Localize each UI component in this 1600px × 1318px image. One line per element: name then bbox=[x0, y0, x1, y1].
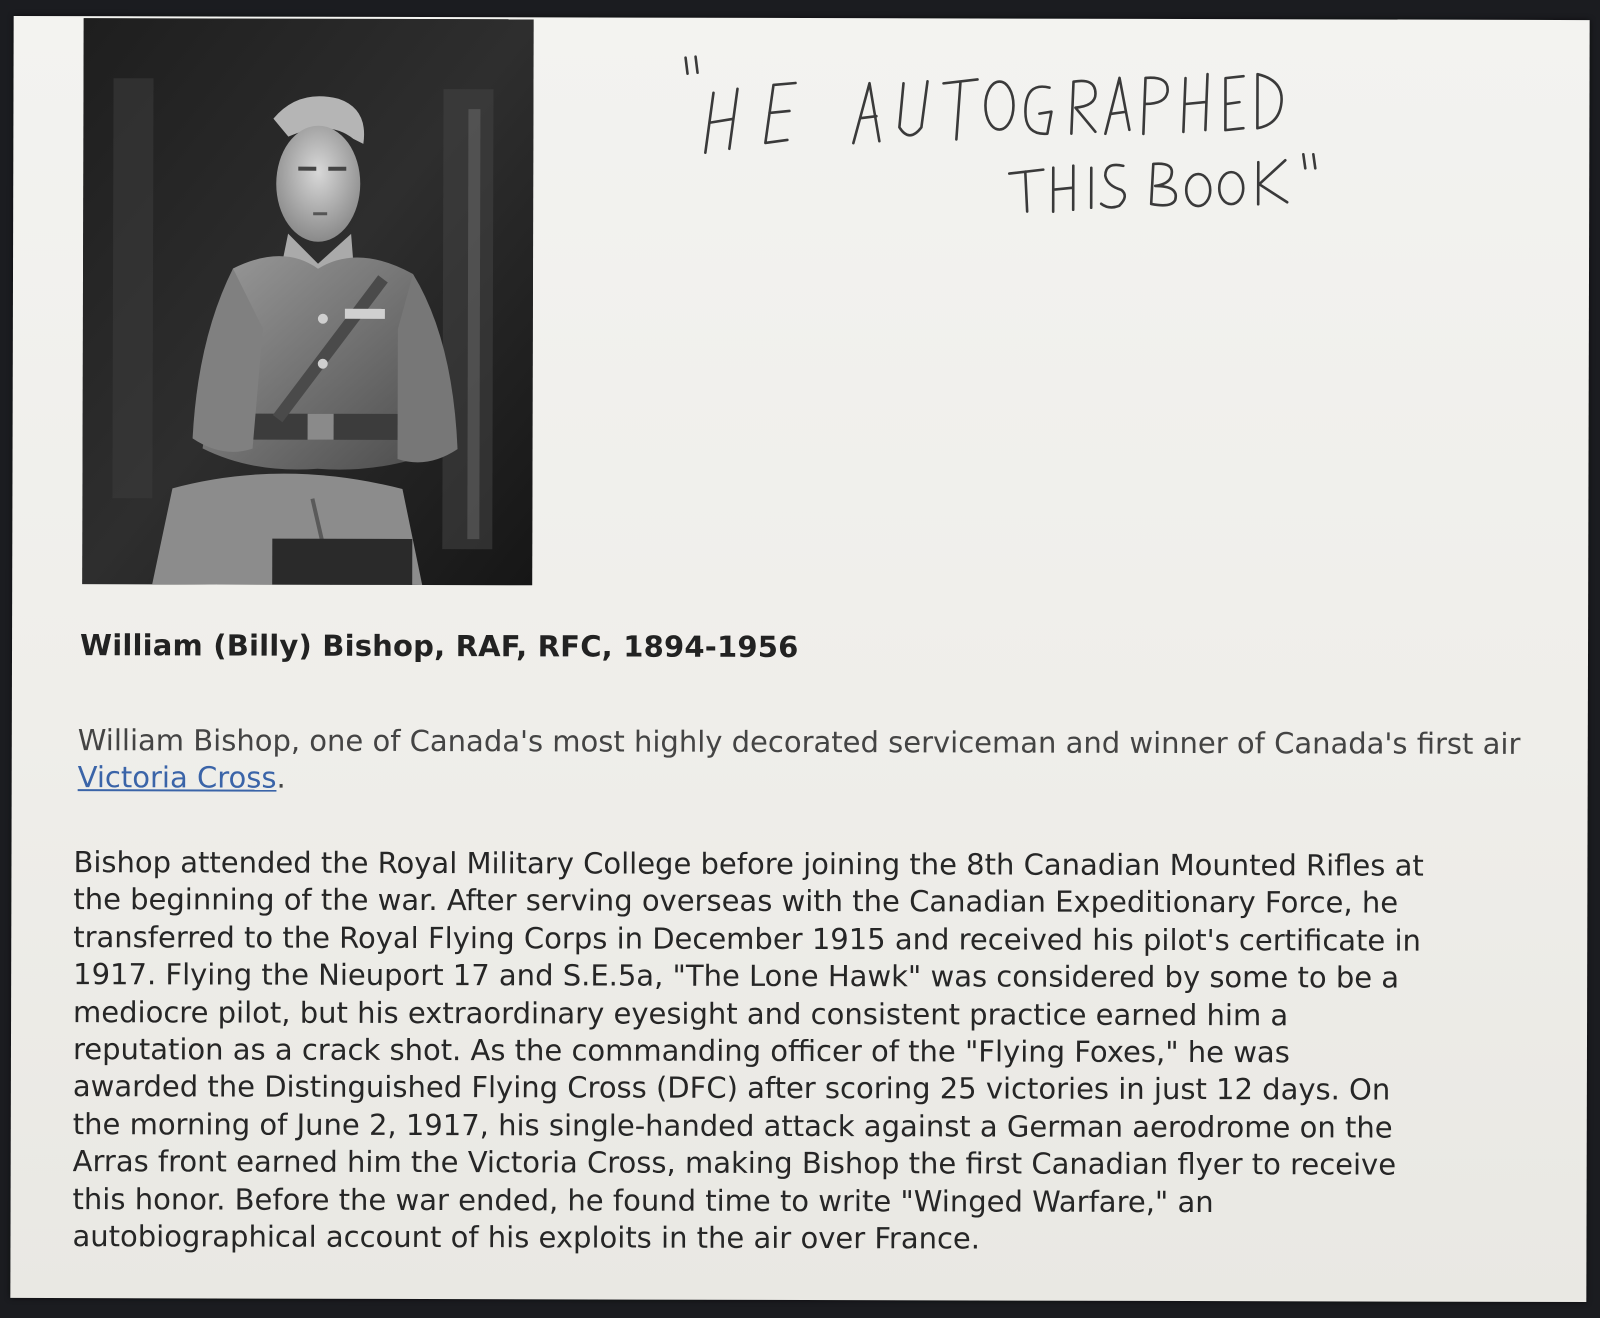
body-line: transferred to the Royal Flying Corps in December 1915 and received his pilot's certificate in bbox=[73, 919, 1421, 958]
document-page bbox=[10, 16, 1589, 1302]
body-line: Arras front earned him the Victoria Cross, making Bishop the first Canadian flyer to receive bbox=[72, 1144, 1397, 1182]
handwritten-note bbox=[653, 53, 1353, 225]
body-line: this honor. Before the war ended, he found time to write "Winged Warfare," an bbox=[72, 1181, 1214, 1219]
body-line: the beginning of the war. After serving overseas with the Canadian Expeditionary Force, he bbox=[73, 882, 1399, 920]
lead-text: William Bishop, one of Canada's most highly decorated serviceman and winner of Canada's first air bbox=[77, 723, 1521, 761]
body-line: awarded the Distinguished Flying Cross (DFC) after scoring 25 victories in just 12 days. On bbox=[72, 1069, 1391, 1107]
body-line: 1917. Flying the Nieuport 17 and S.E.5a, "The Lone Hawk" was considered by some to be a bbox=[73, 957, 1400, 995]
body-line: the morning of June 2, 1917, his single-handed attack against a German aerodrome on the bbox=[72, 1106, 1393, 1145]
body-line: reputation as a crack shot. As the commanding officer of the "Flying Foxes," he was bbox=[72, 1032, 1290, 1070]
victoria-cross-link[interactable]: Victoria Cross bbox=[77, 760, 277, 795]
lead-period: . bbox=[276, 760, 286, 795]
article-heading: William (Billy) Bishop, RAF, RFC, 1894-1956 bbox=[79, 628, 799, 664]
lead-paragraph bbox=[78, 722, 1538, 800]
portrait-photo bbox=[82, 18, 533, 585]
biography-paragraph bbox=[72, 844, 1533, 1259]
body-line: mediocre pilot, but his extraordinary eyesight and consistent practice earned him a bbox=[73, 994, 1289, 1032]
body-line: Bishop attended the Royal Military College before joining the 8th Canadian Mounted Rifles at bbox=[73, 845, 1424, 883]
body-line: autobiographical account of his exploits in the air over France. bbox=[72, 1219, 981, 1256]
